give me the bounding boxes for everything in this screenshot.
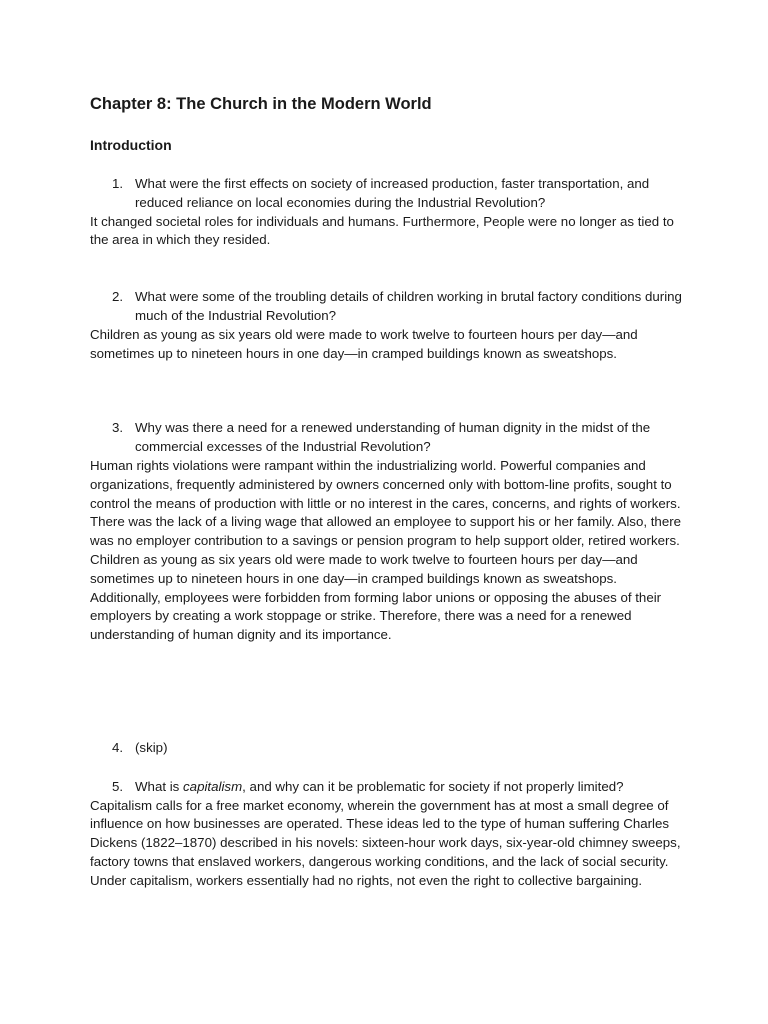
chapter-title: Chapter 8: The Church in the Modern World — [90, 95, 432, 113]
answer-3: Human rights violations were rampant within the industrializing world. Powerful companies and organizations, frequently administered by owners concerned only with bottom-line profits, sought to control the means of production with little or no interest in the cares, concerns, and rights of workers. There was the lack of a living wage that allowed an employee to support his or her family. Also, there was no employer contribution to a savings or pension program to help support older, retired workers. Children as young as six years old were made to work twelve to fourteen hours per day—and sometimes up to nineteen hours in one day—in cramped buildings known as sweatshops. Additionally, employees were forbidden from forming labor unions or opposing the abuses of their employers by creating a work stoppage or strike. Therefore, there was a need for a renewed understanding of human dignity and its importance. — [90, 457, 682, 643]
question-number: 3. — [112, 420, 124, 436]
answer-2: Children as young as six years old were made to work twelve to fourteen hours per day—and sometimes up to nineteen hours in one day—in cramped buildings known as sweatshops. — [90, 326, 638, 361]
question-number: 1. — [112, 176, 124, 191]
question-text: What were the first effects on society of increased production, faster transportation, and reduced reliance on local economies during the Industrial Revolution? — [135, 176, 650, 210]
question-number: 2. — [112, 289, 124, 305]
answer-5: Capitalism calls for a free market economy, wherein the government has at most a small degree of influence on how businesses are operated. These ideas led to the type of human suffering Charles Dickens (1822–1870) described in his novels: sixteen-hour work days, six-year-old chimney sweeps, factory towns that enslaved workers, dangerous working conditions, and the lack of social security. Under capitalism, workers essentially had no rights, not even the right to collective bargaining. — [90, 797, 681, 888]
section-heading: Introduction — [90, 137, 172, 153]
question-2 — [90, 288, 688, 326]
question-3 — [90, 419, 688, 457]
question-text-start: What is — [135, 778, 184, 794]
question-emphasis: capitalism — [183, 778, 243, 794]
question-block-1 — [90, 175, 688, 250]
question-4 — [90, 739, 688, 758]
question-block-2 — [90, 288, 688, 363]
question-number: 4. — [112, 739, 124, 755]
question-1 — [90, 175, 688, 213]
question-block-3 — [90, 419, 688, 645]
question-text-end: , and why can it be problematic for society if not properly limited? — [242, 778, 624, 794]
question-block-4 — [90, 739, 688, 758]
question-text: Why was there a need for a renewed understanding of human dignity in the midst of the commercial excesses of the Industrial Revolution? — [135, 420, 651, 455]
question-number: 5. — [112, 778, 124, 794]
question-text: (skip) — [135, 739, 168, 755]
question-block-5 — [90, 778, 688, 891]
question-5 — [90, 778, 688, 797]
question-text: What were some of the troubling details of children working in brutal factory conditions during much of the Industrial Revolution? — [135, 289, 682, 323]
answer-1: It changed societal roles for individuals and humans. Furthermore, People were no longer as tied to the area in which they resided. — [90, 213, 674, 248]
